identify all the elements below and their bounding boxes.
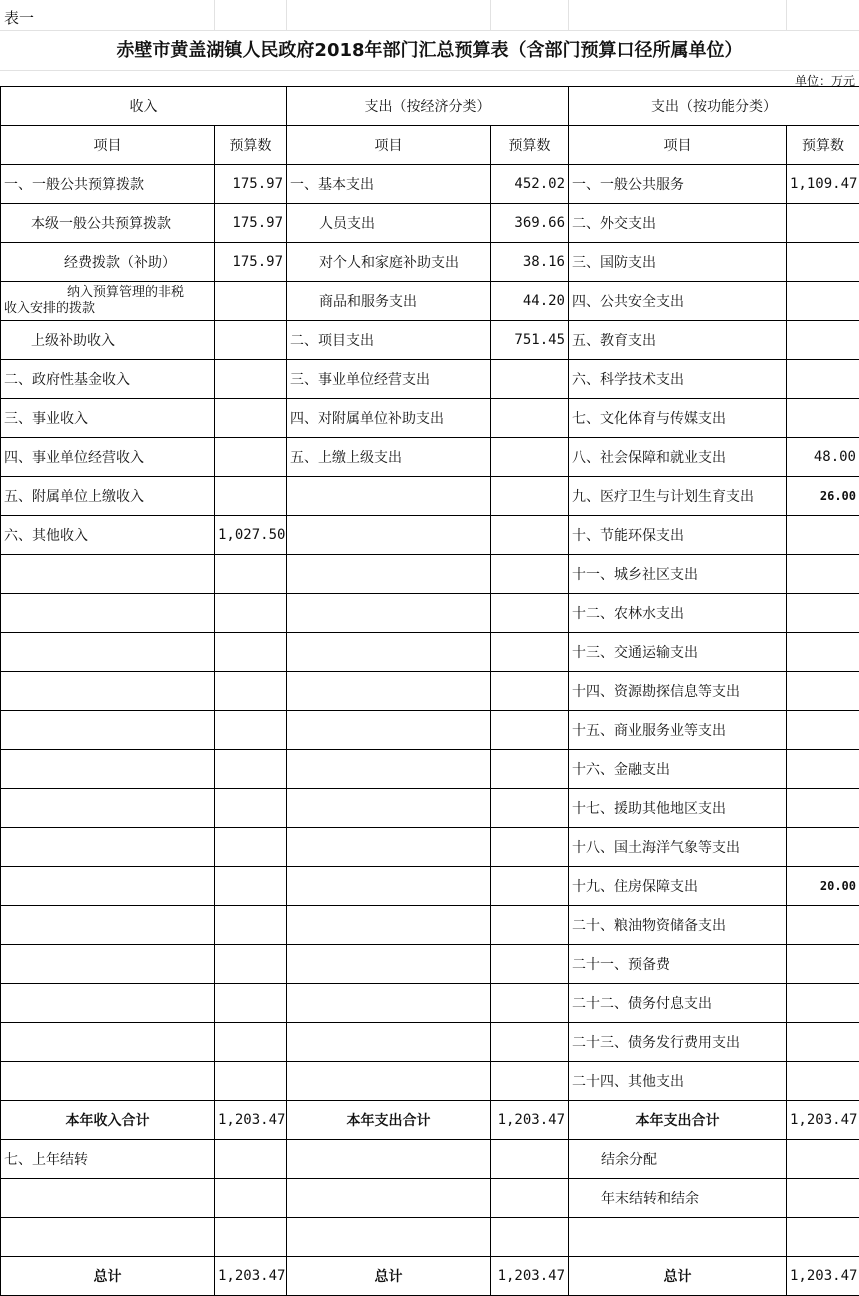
func-value: 48.00	[787, 438, 859, 477]
func-label: 二十、粮油物资储备支出	[569, 906, 787, 945]
func-value	[787, 984, 859, 1023]
table-row	[1, 360, 859, 399]
func-label: 十八、国土海洋气象等支出	[569, 828, 787, 867]
income-amount-header: 预算数	[215, 126, 287, 165]
func-value	[787, 594, 859, 633]
econ-value: 369.66	[491, 204, 569, 243]
income-value: 1,027.50	[215, 516, 287, 555]
econ-item-header: 项目	[287, 126, 491, 165]
func-label: 十一、城乡社区支出	[569, 555, 787, 594]
budget-table	[0, 86, 859, 1296]
table-row	[1, 282, 859, 321]
sheet-label: 表一	[4, 9, 35, 27]
func-value: 1,109.47	[787, 165, 859, 204]
func-value: 20.00	[787, 867, 859, 906]
income-total-label: 本年收入合计	[1, 1101, 215, 1140]
func-label: 十九、住房保障支出	[569, 867, 787, 906]
income-label-line2: 收入安排的拨款	[4, 301, 96, 316]
func-value	[787, 204, 859, 243]
income-label: 二、政府性基金收入	[1, 360, 215, 399]
grand-func-value: 1,203.47	[787, 1257, 859, 1296]
econ-label: 一、基本支出	[287, 165, 491, 204]
exp-func-header: 支出（按功能分类）	[569, 87, 859, 126]
econ-label: 商品和服务支出	[287, 282, 491, 321]
table-row	[1, 516, 859, 555]
table-row	[1, 321, 859, 360]
func-label: 一、一般公共服务	[569, 165, 787, 204]
func-label: 二、外交支出	[569, 204, 787, 243]
annual-total-row	[1, 1101, 859, 1140]
econ-label	[287, 477, 491, 516]
grand-econ-value: 1,203.47	[491, 1257, 569, 1296]
income-label: 本级一般公共预算拨款	[1, 204, 215, 243]
page-title: 赤壁市黄盖湖镇人民政府2018年部门汇总预算表（含部门预算口径所属单位）	[116, 40, 743, 61]
income-label: 经费拨款（补助）	[1, 243, 215, 282]
func-label: 六、科学技术支出	[569, 360, 787, 399]
income-label	[1, 282, 215, 321]
func-value	[787, 243, 859, 282]
income-label: 六、其他收入	[1, 516, 215, 555]
func-value	[787, 789, 859, 828]
table-row	[1, 438, 859, 477]
table-row	[1, 789, 859, 828]
econ-value: 751.45	[491, 321, 569, 360]
table-row	[1, 828, 859, 867]
income-value: 175.97	[215, 204, 287, 243]
func-amount-header: 预算数	[787, 126, 859, 165]
unit-label: 单位：万元	[794, 74, 855, 88]
table-row	[1, 867, 859, 906]
table-row	[1, 672, 859, 711]
carryover-row	[1, 1140, 859, 1179]
func-value	[787, 672, 859, 711]
income-item-header: 项目	[1, 126, 215, 165]
econ-value	[491, 516, 569, 555]
econ-value	[491, 477, 569, 516]
func-label: 二十三、债务发行费用支出	[569, 1023, 787, 1062]
func-total-label: 本年支出合计	[569, 1101, 787, 1140]
func-value	[787, 750, 859, 789]
carryover-label: 七、上年结转	[1, 1140, 215, 1179]
table-row	[1, 984, 859, 1023]
grand-income-label: 总计	[1, 1257, 215, 1296]
func-label: 十三、交通运输支出	[569, 633, 787, 672]
func-value	[787, 906, 859, 945]
table-row	[1, 711, 859, 750]
func-label: 二十二、债务付息支出	[569, 984, 787, 1023]
func-value	[787, 633, 859, 672]
grand-income-value: 1,203.47	[215, 1257, 287, 1296]
func-total-value: 1,203.47	[787, 1101, 859, 1140]
income-total-value: 1,203.47	[215, 1101, 287, 1140]
func-value: 26.00	[787, 477, 859, 516]
blank-row	[1, 1218, 859, 1257]
income-label: 一、一般公共预算拨款	[1, 165, 215, 204]
econ-label: 二、项目支出	[287, 321, 491, 360]
econ-total-label: 本年支出合计	[287, 1101, 491, 1140]
grand-func-label: 总计	[569, 1257, 787, 1296]
func-label: 十七、援助其他地区支出	[569, 789, 787, 828]
func-value	[787, 828, 859, 867]
income-value	[215, 282, 287, 321]
table-row	[1, 1062, 859, 1101]
func-label: 十二、农林水支出	[569, 594, 787, 633]
func-label: 二十一、预备费	[569, 945, 787, 984]
table-row	[1, 1023, 859, 1062]
section-header-row	[1, 87, 859, 126]
func-label: 九、医疗卫生与计划生育支出	[569, 477, 787, 516]
income-label-line1: 纳入预算管理的非税	[67, 285, 185, 300]
table-row	[1, 243, 859, 282]
table-row	[1, 750, 859, 789]
exp-econ-header: 支出（按经济分类）	[287, 87, 569, 126]
func-label: 十六、金融支出	[569, 750, 787, 789]
grand-econ-label: 总计	[287, 1257, 491, 1296]
income-value	[215, 477, 287, 516]
econ-label: 四、对附属单位补助支出	[287, 399, 491, 438]
income-value	[215, 321, 287, 360]
income-value	[215, 438, 287, 477]
func-label: 四、公共安全支出	[569, 282, 787, 321]
func-value	[787, 516, 859, 555]
income-value: 175.97	[215, 243, 287, 282]
func-label: 十四、资源勘探信息等支出	[569, 672, 787, 711]
year-end-label: 年末结转和结余	[569, 1179, 787, 1218]
func-label: 三、国防支出	[569, 243, 787, 282]
econ-label: 人员支出	[287, 204, 491, 243]
func-label: 十、节能环保支出	[569, 516, 787, 555]
income-value: 175.97	[215, 165, 287, 204]
table-row	[1, 555, 859, 594]
econ-label	[287, 516, 491, 555]
func-value	[787, 1062, 859, 1101]
income-label: 五、附属单位上缴收入	[1, 477, 215, 516]
func-value	[787, 555, 859, 594]
func-value	[787, 321, 859, 360]
func-value	[787, 1023, 859, 1062]
func-item-header: 项目	[569, 126, 787, 165]
econ-total-value: 1,203.47	[491, 1101, 569, 1140]
econ-label: 三、事业单位经营支出	[287, 360, 491, 399]
income-label: 四、事业单位经营收入	[1, 438, 215, 477]
income-value	[215, 399, 287, 438]
func-label: 八、社会保障和就业支出	[569, 438, 787, 477]
top-gridlines	[0, 0, 859, 30]
econ-value: 38.16	[491, 243, 569, 282]
econ-amount-header: 预算数	[491, 126, 569, 165]
grand-total-row	[1, 1257, 859, 1296]
table-row	[1, 906, 859, 945]
income-label: 上级补助收入	[1, 321, 215, 360]
table-row	[1, 165, 859, 204]
table-row	[1, 399, 859, 438]
table-row	[1, 204, 859, 243]
surplus-label: 结余分配	[569, 1140, 787, 1179]
econ-label: 五、上缴上级支出	[287, 438, 491, 477]
func-value	[787, 399, 859, 438]
econ-value	[491, 360, 569, 399]
func-value	[787, 282, 859, 321]
income-header: 收入	[1, 87, 287, 126]
income-value	[215, 360, 287, 399]
econ-value: 44.20	[491, 282, 569, 321]
column-header-row	[1, 126, 859, 165]
table-row	[1, 477, 859, 516]
econ-value	[491, 399, 569, 438]
func-label: 七、文化体育与传媒支出	[569, 399, 787, 438]
table-row	[1, 945, 859, 984]
table-row	[1, 594, 859, 633]
econ-label: 对个人和家庭补助支出	[287, 243, 491, 282]
func-label: 二十四、其他支出	[569, 1062, 787, 1101]
income-label: 三、事业收入	[1, 399, 215, 438]
econ-value	[491, 438, 569, 477]
func-label: 十五、商业服务业等支出	[569, 711, 787, 750]
func-label: 五、教育支出	[569, 321, 787, 360]
year-end-row	[1, 1179, 859, 1218]
func-value	[787, 945, 859, 984]
econ-value: 452.02	[491, 165, 569, 204]
func-value	[787, 360, 859, 399]
func-value	[787, 711, 859, 750]
table-row	[1, 633, 859, 672]
